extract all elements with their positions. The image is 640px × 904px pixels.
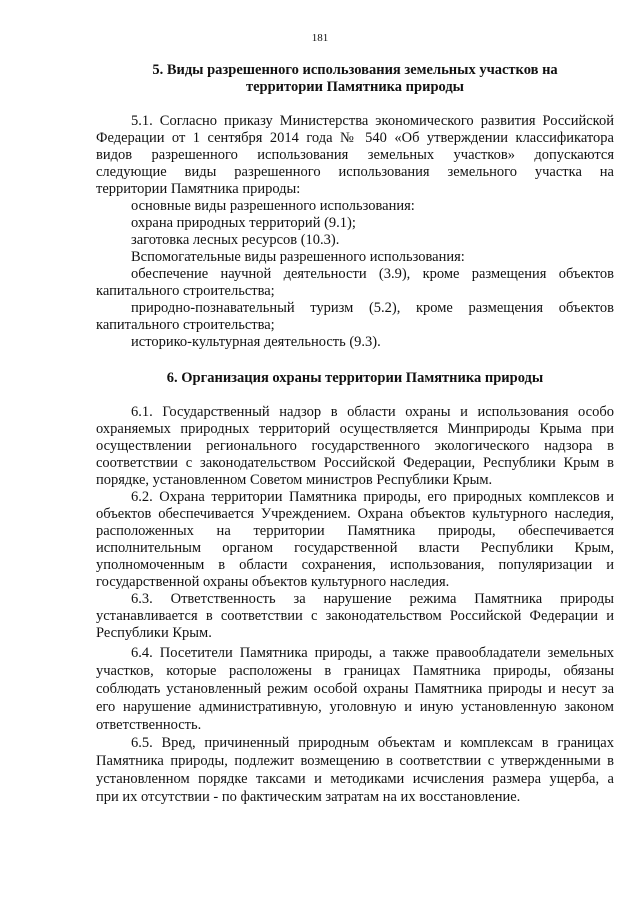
paragraph-6-1-line: соответствии с законодательством Российской Федерации, Республики Крым в <box>96 455 614 471</box>
paragraph-5-1-line: видов разрешенного использования земельных участков» допускаются <box>96 147 614 163</box>
list-item-continuation: капитального строительства; <box>96 317 275 333</box>
paragraph-6-5-line: 6.5. Вред, причиненный природным объектам и комплексам в границах <box>131 735 614 751</box>
paragraph-6-1-line: 6.1. Государственный надзор в области охраны и использования особо <box>131 404 614 420</box>
paragraph-5-1-line: Федерации от 1 сентября 2014 года № 540 «Об утверждении классификатора <box>96 130 614 146</box>
paragraph-6-3-line: устанавливается в соответствии с законодательством Российской Федерации и <box>96 608 614 624</box>
list-item: историко-культурная деятельность (9.3). <box>131 334 381 350</box>
paragraph-6-5-line: при их отсутствии - по фактическим затратам на их восстановление. <box>96 789 521 805</box>
paragraph-6-2-line: уполномоченным в области сохранения, использования, популяризации и <box>96 557 614 573</box>
paragraph-5-1-line: следующие виды разрешенного использования земельного участка на <box>96 164 614 180</box>
paragraph-6-3-line: 6.3. Ответственность за нарушение режима Памятника природы <box>131 591 614 607</box>
paragraph-5-1-line: территории Памятника природы: <box>96 181 301 197</box>
page-number: 181 <box>311 32 329 44</box>
list-heading-auxiliary-uses: Вспомогательные виды разрешенного использования: <box>131 249 465 265</box>
section-6-heading: 6. Организация охраны территории Памятника природы <box>166 370 544 386</box>
list-heading-main-uses: основные виды разрешенного использования: <box>131 198 415 214</box>
paragraph-6-2-line: расположенных на территории Памятника природы, обеспечивается <box>96 523 614 539</box>
list-item: заготовка лесных ресурсов (10.3). <box>131 232 340 248</box>
paragraph-5-1-line: 5.1. Согласно приказу Министерства экономического развития Российской <box>131 113 614 129</box>
paragraph-6-3-line: Республики Крым. <box>96 625 212 641</box>
paragraph-6-2-line: исполнительным органом государственной власти Республики Крым, <box>96 540 614 556</box>
section-5-heading-line-2: территории Памятника природы <box>245 79 465 95</box>
paragraph-6-2-line: объектов обеспечивается Учреждением. Охрана объектов культурного наследия, <box>96 506 614 522</box>
paragraph-6-2-line: 6.2. Охрана территории Памятника природы, его природных комплексов и <box>131 489 614 505</box>
paragraph-6-4-line: участков, которые расположены в границах Памятника природы, обязаны <box>96 663 614 679</box>
list-item: природно-познавательный туризм (5.2), кроме размещения объектов <box>131 300 614 316</box>
paragraph-6-1-line: порядке, установленном Советом министров Республики Крым. <box>96 472 493 488</box>
paragraph-6-1-line: охраняемых природных территорий осуществляется Минприроды Крыма при <box>96 421 614 437</box>
paragraph-6-4-line: ответственность. <box>96 717 202 733</box>
paragraph-6-4-line: 6.4. Посетители Памятника природы, а также правообладатели земельных <box>131 645 614 661</box>
paragraph-6-5-line: Памятника природы, подлежит возмещению в соответствии с утвержденными в <box>96 753 614 769</box>
paragraph-6-4-line: соблюдать установленный режим особой охраны Памятника природы и несут за <box>96 681 614 697</box>
section-5-heading-line-1: 5. Виды разрешенного использования земельных участков на <box>152 62 558 78</box>
paragraph-6-4-line: его нарушение административную, уголовную и иную установленную законом <box>96 699 614 715</box>
list-item: обеспечение научной деятельности (3.9), кроме размещения объектов <box>131 266 614 282</box>
paragraph-6-1-line: осуществлении регионального государственного экологического надзора в <box>96 438 614 454</box>
list-item: охрана природных территорий (9.1); <box>131 215 356 231</box>
list-item-continuation: капитального строительства; <box>96 283 275 299</box>
paragraph-6-5-line: установленном порядке таксами и методиками исчисления размера ущерба, а <box>96 771 614 787</box>
paragraph-6-2-line: государственной охраны объектов культурного наследия. <box>96 574 450 590</box>
